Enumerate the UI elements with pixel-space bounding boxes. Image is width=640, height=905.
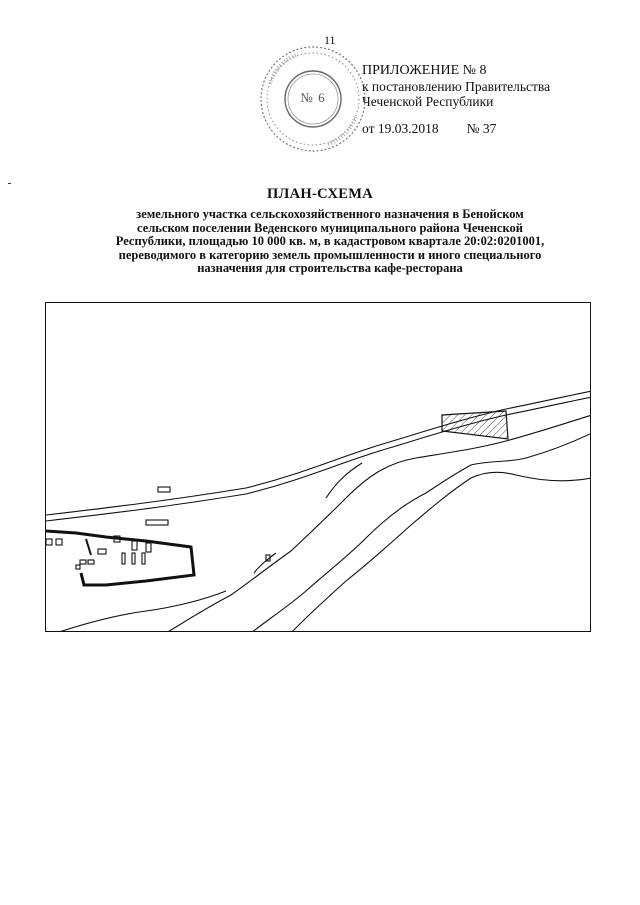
page-number: 11 (324, 33, 336, 47)
terrain-line-2 (251, 433, 591, 632)
terrain-line-5 (326, 463, 362, 498)
official-seal-stamp (258, 44, 368, 154)
site-plan-map (45, 302, 591, 632)
subtitle-line: назначения для строительства кафе-ресторана (197, 261, 463, 275)
village-road (46, 531, 194, 585)
decree-line-2: Чеченской Республики (362, 94, 494, 109)
decree-number: № 37 (466, 121, 497, 136)
appendix-title: ПРИЛОЖЕНИЕ № 8 (362, 63, 487, 78)
subtitle-line: сельском поселении Веденского муниципального района Чеченской (137, 220, 523, 235)
terrain-line-1 (166, 415, 591, 632)
subtitle-line: переводимого в категорию земель промышленности и иного специального (118, 247, 542, 262)
site-plan-drawing (46, 303, 591, 632)
appendix-block (362, 62, 550, 137)
decree-date-line (362, 120, 550, 137)
decree-date: от 19.03.2018 (362, 121, 439, 136)
hatched-land-plot (442, 411, 508, 439)
document-title: ПЛАН-СХЕМА (266, 186, 374, 202)
road-lower-edge (46, 397, 591, 521)
decree-line-1: к постановлению Правительства (362, 79, 551, 94)
road-upper-edge (46, 391, 591, 515)
village-road-branch (86, 539, 91, 555)
stamp-number: № 6 (300, 90, 326, 105)
subtitle-line: земельного участка сельскохозяйственного назначения в Бенойском (136, 207, 524, 221)
terrain-line-3 (291, 472, 591, 632)
subtitle-line: Республики, площадью 10 000 кв. м, в кадастровом квартале 20:02:0201001, (115, 234, 545, 248)
margin-mark (8, 183, 11, 184)
document-subtitle (70, 208, 590, 276)
